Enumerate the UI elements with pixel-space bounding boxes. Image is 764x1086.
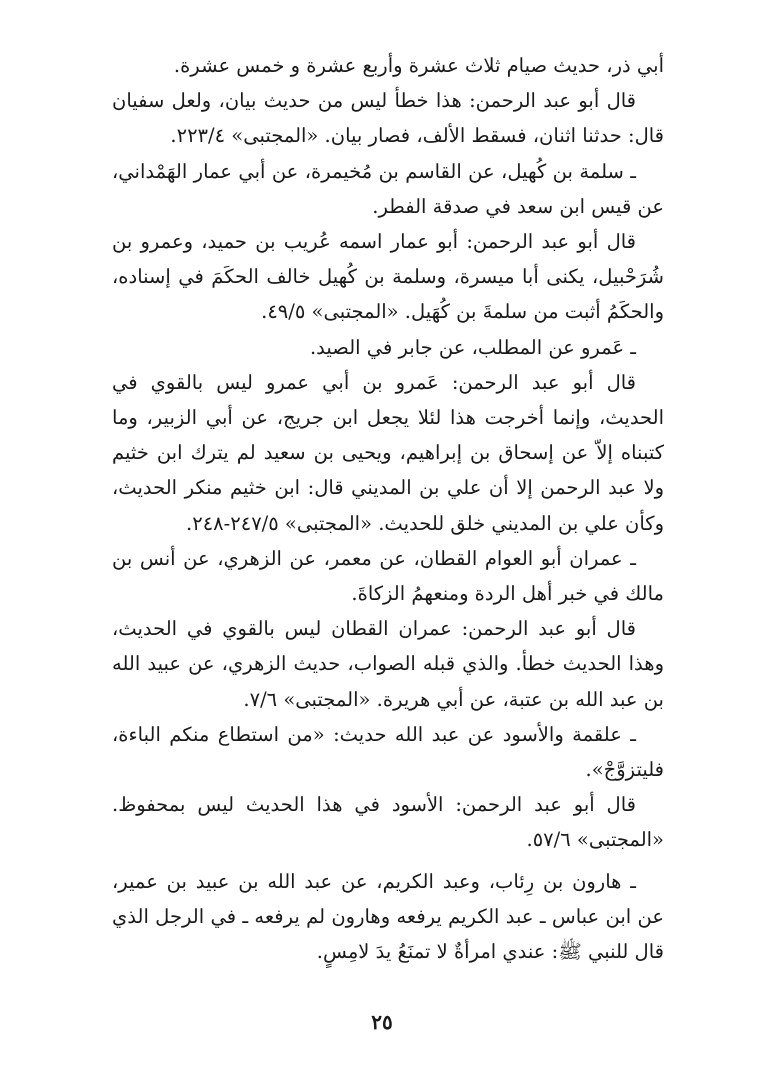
paragraph-continuation: أبي ذر، حديث صيام ثلاث عشرة وأربع عشرة و خمس عشرة. bbox=[173, 54, 664, 77]
paragraph-commentary: قال أبو عبد الرحمن: أبو عمار اسمه عُريب بن حميد، وعمرو بن شُرَحْبيل، يكنى أبا ميسرة، وسلمة بن كُهيل خالف الحكَمَ في إسناده، والحكَمُ أثبت من سلمةَ بن كُهَيل. «المجتبى» ٤٩/٥. bbox=[112, 230, 664, 324]
paragraph-narration: ـ هارون بن رِئاب، وعبد الكريم، عن عبد الله بن عبيد بن عمير، عن ابن عباس ـ عبد الكريم يرفعه وهارون لم يرفعه ـ في الرجل الذي قال للنبي ﷺ: عندي امرأةٌ لا تمنَعُ يدَ لامِسٍ. bbox=[112, 869, 664, 964]
page-body-text bbox=[112, 48, 664, 969]
paragraph-commentary: قال أبو عبد الرحمن: هذا خطأ ليس من حديث بيان، ولعل سفيان قال: حدثنا اثنان، فسقط الألف، فصار بيان. «المجتبى» ٢٢٣/٤. bbox=[112, 89, 664, 148]
paragraph-commentary: قال أبو عبد الرحمن: الأسود في هذا الحديث ليس بمحفوظ. «المجتبى» ٥٧/٦. bbox=[112, 793, 664, 852]
paragraph-narration: ـ سلمة بن كُهيل، عن القاسم بن مُخيمرة، عن أبي عمار الهَمْداني، عن قيس ابن سعد في صدقة الفطر. bbox=[112, 159, 664, 218]
paragraph-commentary: قال أبو عبد الرحمن: عمران القطان ليس بالقوي في الحديث، وهذا الحديث خطأ. والذي قبله الصواب، حديث الزهري، عن عبيد الله بن عبد الله بن عتبة، عن أبي هريرة. «المجتبى» ٧/٦. bbox=[112, 617, 664, 711]
paragraph-commentary: قال أبو عبد الرحمن: عَمرو بن أبي عمرو ليس بالقوي في الحديث، وإنما أخرجت هذا لئلا يجعل ابن جريج، عن أبي الزبير، وما كتبناه إلاّ عن إسحاق بن إبراهيم، ويحيى بن سعيد لم يترك ابن خثيم ولا عبد الرحمن إلا أن علي بن المديني قال: ابن خثيم منكر الحديث، وكأن علي بن المديني خلق للحديث. «المجتبى» ٢٤٧/٥-٢٤٨. bbox=[112, 370, 664, 535]
paragraph-narration: ـ علقمة والأسود عن عبد الله حديث: «من استطاع منكم الباءة، فليتزوَّجْ». bbox=[112, 722, 664, 782]
paragraph-narration: ـ عمران أبو العوام القطان، عن معمر، عن الزهري، عن أنس بن مالك في خبر أهل الردة ومنعهمُ الزكاةَ. bbox=[112, 546, 664, 606]
page-number: ٢٥ bbox=[371, 1010, 393, 1034]
paragraph-narration: ـ عَمرو عن المطلب، عن جابر في الصيد. bbox=[309, 335, 636, 359]
